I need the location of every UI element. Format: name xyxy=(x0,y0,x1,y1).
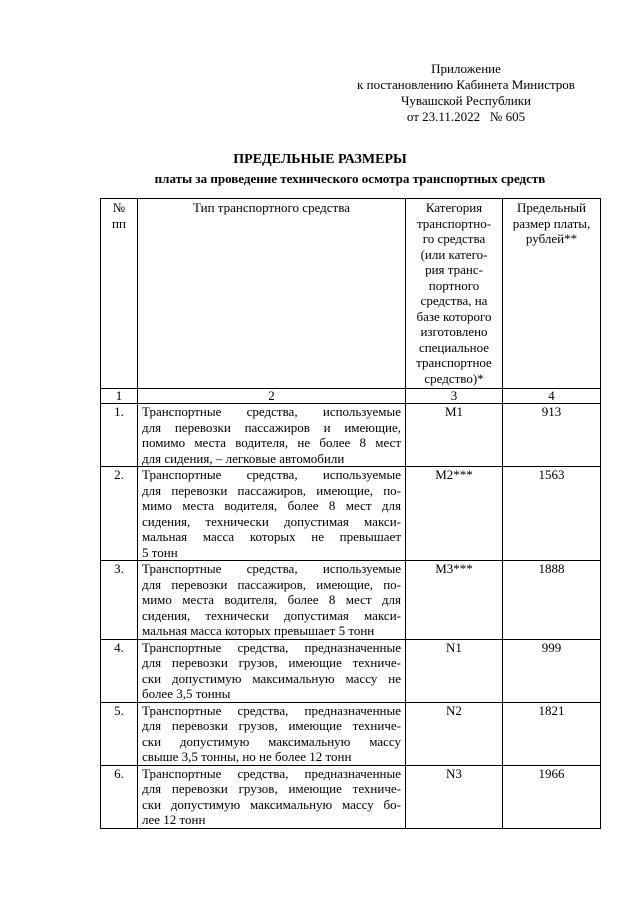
fee-amount: 1888 xyxy=(503,561,601,640)
row-number: 5. xyxy=(101,702,138,765)
header-category-line: го средства xyxy=(422,231,486,246)
description-line: лее 12 тонн xyxy=(142,812,206,827)
appendix-line: к постановлению Кабинета Министров xyxy=(357,77,575,92)
header-fee-line: размер платы, xyxy=(512,215,591,231)
table-row xyxy=(101,404,601,467)
description-line: свыше 3,5 тонны, но не более 12 тонн xyxy=(142,749,352,764)
header-category-line: Категория xyxy=(425,200,483,215)
description-line: для перевозки грузов, имеющие техниче- xyxy=(142,718,401,733)
description-line: ски допустимую максимальную массу не xyxy=(142,670,401,686)
description-line: Транспортные средства, используемые xyxy=(142,467,401,482)
header-category xyxy=(406,199,503,389)
table-header-row xyxy=(101,199,601,389)
column-number: 1 xyxy=(101,389,138,404)
document-title: ПРЕДЕЛЬНЫЕ РАЗМЕРЫ xyxy=(233,152,407,167)
header-num xyxy=(101,199,138,389)
table-row xyxy=(101,467,601,561)
description-line: ски допустимую максимальную массу бо- xyxy=(142,796,401,812)
fee-amount: 1563 xyxy=(503,467,601,561)
row-number: 2. xyxy=(101,467,138,561)
description-line: более 3,5 тонны xyxy=(142,686,231,701)
vehicle-type-description xyxy=(138,561,406,640)
description-line: для перевозки грузов, имеющие техниче- xyxy=(142,655,401,670)
vehicle-type-description xyxy=(138,404,406,467)
header-category-line: специальное xyxy=(418,339,490,355)
table-row xyxy=(101,702,601,765)
description-line: помимо места водителя, не более 8 мест xyxy=(142,435,401,450)
description-line: сидения, технически допустимая макси- xyxy=(142,513,401,529)
description-line: Транспортные средства, используемые xyxy=(142,404,401,419)
vehicle-category: M3*** xyxy=(406,561,503,640)
table-row xyxy=(101,765,601,828)
document-subtitle: платы за проведение технического осмотра транспортных средств xyxy=(154,171,546,186)
fee-table xyxy=(100,198,601,829)
description-line: для перевозки пассажиров, имеющие, по- xyxy=(142,482,401,498)
description-line: для перевозки грузов, имеющие техниче- xyxy=(142,781,401,796)
description-line: для перевозки пассажиров и имеющие, xyxy=(142,419,401,435)
description-line: для сидения, – легковые автомобили xyxy=(142,450,345,466)
description-line: сидения, технически допустимая макси- xyxy=(142,607,401,623)
description-line: мимо места водителя, более 8 мест для xyxy=(142,592,401,607)
header-fee xyxy=(503,199,601,389)
header-category-line: транспортное xyxy=(416,355,492,370)
header-category-line: средства, на xyxy=(420,293,488,308)
row-number: 6. xyxy=(101,765,138,828)
row-number: 3. xyxy=(101,561,138,640)
description-line: Транспортные средства, используемые xyxy=(142,561,401,576)
vehicle-type-description xyxy=(138,702,406,765)
row-number: 1. xyxy=(101,404,138,467)
row-number: 4. xyxy=(101,639,138,702)
header-num-line: № xyxy=(112,200,126,215)
header-category-line: портного xyxy=(428,277,480,293)
vehicle-category: M1 xyxy=(406,404,503,467)
table-body xyxy=(101,404,601,829)
header-category-line: рия транс- xyxy=(425,262,483,277)
fee-amount: 999 xyxy=(503,639,601,702)
column-number-row xyxy=(101,389,601,404)
vehicle-type-description xyxy=(138,639,406,702)
description-line: мальная масса которых не превышает xyxy=(142,529,401,544)
description-line: Транспортные средства, предназначенные xyxy=(142,765,401,781)
header-type: Тип транспортного средства xyxy=(138,199,406,389)
header-num-line: пп xyxy=(112,215,126,231)
vehicle-category: M2*** xyxy=(406,467,503,561)
vehicle-category: N3 xyxy=(406,765,503,828)
vehicle-category: N1 xyxy=(406,639,503,702)
table-row xyxy=(101,561,601,640)
description-line: 5 тонн xyxy=(142,544,178,560)
description-line: Транспортные средства, предназначенные xyxy=(142,639,401,655)
description-line: Транспортные средства, предназначенные xyxy=(142,702,401,718)
header-fee-line: рублей** xyxy=(525,231,578,246)
appendix-line: Чувашской Республики xyxy=(400,93,532,108)
fee-amount: 1966 xyxy=(503,765,601,828)
description-line: ски допустимую максимальную массу xyxy=(142,733,401,749)
header-category-line: базе которого xyxy=(416,308,492,324)
column-number: 2 xyxy=(138,389,406,404)
header-category-line: средство)* xyxy=(424,370,484,386)
header-category-line: транспортно- xyxy=(416,215,492,231)
description-line: для перевозки пассажиров, имеющие, по- xyxy=(142,576,401,592)
vehicle-type-description xyxy=(138,765,406,828)
header-category-line: (или катего- xyxy=(420,246,488,262)
vehicle-category: N2 xyxy=(406,702,503,765)
vehicle-type-description xyxy=(138,467,406,561)
fee-amount: 1821 xyxy=(503,702,601,765)
description-line: мимо места водителя, более 8 мест для xyxy=(142,498,401,513)
fee-amount: 913 xyxy=(503,404,601,467)
header-category-line: изготовлено xyxy=(420,324,488,339)
column-number: 3 xyxy=(406,389,503,404)
table-row xyxy=(101,639,601,702)
appendix-header xyxy=(336,61,596,125)
description-line: мальная масса которых превышает 5 тонн xyxy=(142,623,375,638)
appendix-line: от 23.11.2022 № 605 xyxy=(406,109,526,124)
header-fee-line: Предельный xyxy=(517,200,586,215)
column-number: 4 xyxy=(503,389,601,404)
appendix-line: Приложение xyxy=(431,61,501,76)
